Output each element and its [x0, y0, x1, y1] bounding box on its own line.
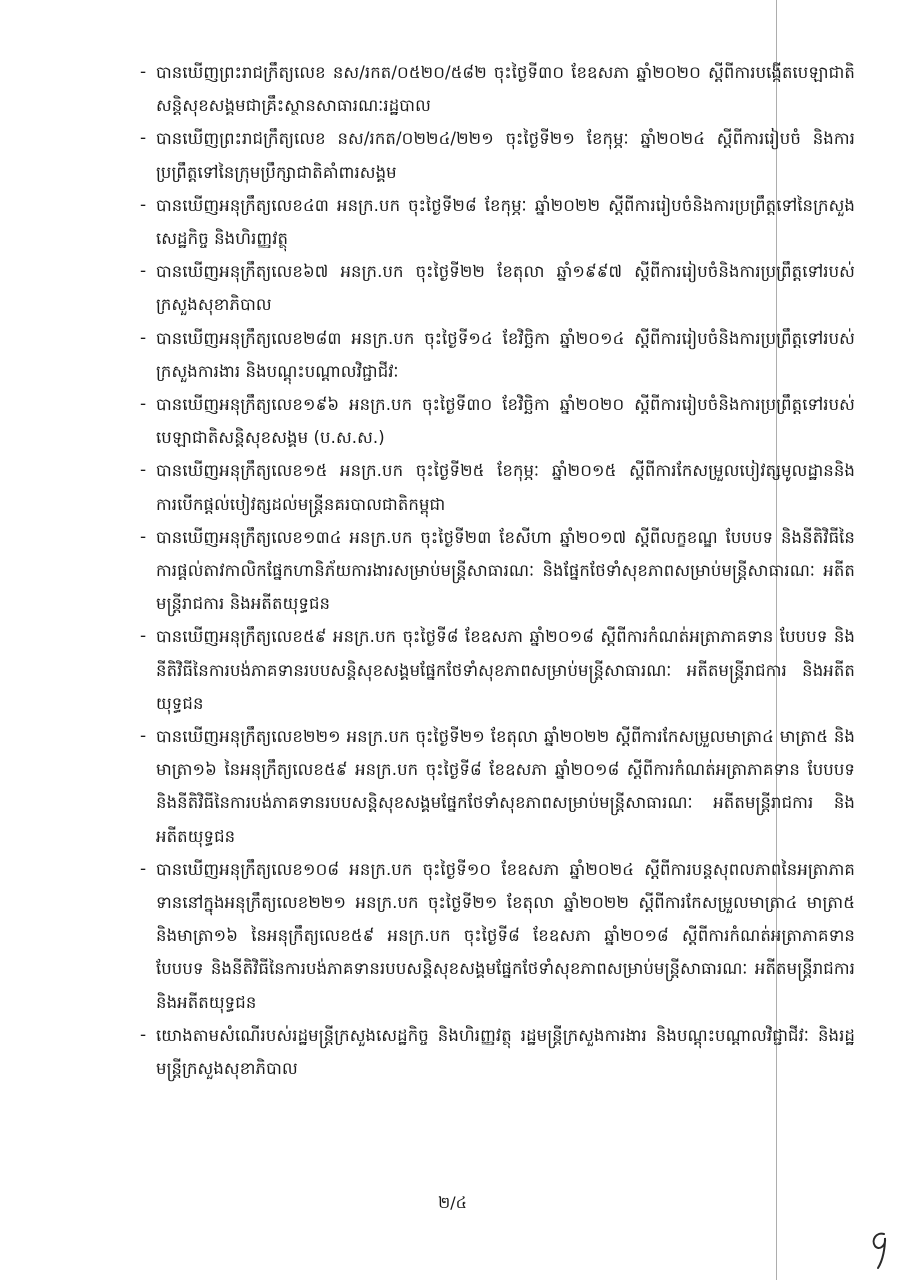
list-item-text: បានឃើញអនុក្រឹត្យលេខ១៩៦ អនក្រ.បក ចុះថ្ងៃទី៣០ ខែវិច្ឆិកា ឆ្នាំ២០២០ ស្តីពីការរៀបចំនិងការប្រព្រឹត្តទៅរបស់បេឡាជាតិសន្តិសុខសង្គម (ប.ស.ស.): [156, 395, 855, 448]
list-item-text: បានឃើញអនុក្រឹត្យលេខ២២១ អនក្រ.បក ចុះថ្ងៃទី២១ ខែតុលា ឆ្នាំ២០២២ ស្តីពីការកែសម្រួលមាត្រា៤ មាត្រា៥ និងមាត្រា១៦ នៃអនុក្រឹត្យលេខ៥៩ អនក្រ.បក ចុះថ្ងៃទី៨ ខែឧសភា ឆ្នាំ២០១៨ ស្តីពីការកំណត់អត្រាភាគទាន បែបបទ និងនីតិវិធីនៃការបង់ភាគទានរបបសន្តិសុខសង្គមផ្នែកថែទាំសុខភាពសម្រាប់មន្ត្រីសាធារណៈ អតីតមន្ត្រីរាជការ និងអតីតយុទ្ធជន: [156, 727, 855, 846]
list-dash: -: [140, 726, 147, 747]
list-item: [140, 620, 855, 720]
list-item-text: បានឃើញអនុក្រឹត្យលេខ១០៨ អនក្រ.បក ចុះថ្ងៃទី១០ ខែឧសភា ឆ្នាំ២០២៤ ស្តីពីការបន្តសុពលភាពនៃអត្រាភាគទាននៅក្នុងអនុក្រឹត្យលេខ២២១ អនក្រ.បក ចុះថ្ងៃទី២១ ខែតុលា ឆ្នាំ២០២២ ស្តីពីការកែសម្រួលមាត្រា៤ មាត្រា៥ និងមាត្រា១៦ នៃអនុក្រឹត្យលេខ៥៩ អនក្រ.បក ចុះថ្ងៃទី៨ ខែឧសភា ឆ្នាំ២០១៨ ស្តីពីការកំណត់អត្រាភាគទាន បែបបទ និងនីតិវិធីនៃការបង់ភាគទានរបបសន្តិសុខសង្គមផ្នែកថែទាំសុខភាពសម្រាប់មន្ត្រីសាធារណៈ អតីតមន្ត្រីរាជការ និងអតីតយុទ្ធជន: [156, 859, 855, 1012]
list-item: [140, 122, 855, 188]
initial-signature-icon: [868, 1228, 894, 1272]
list-dash: -: [140, 626, 147, 647]
handwritten-initial: [868, 1228, 894, 1281]
list-item-text: បានឃើញព្រះរាជក្រឹត្យលេខ នស/រកត/០២២៤/២២១ ចុះថ្ងៃទី២១ ខែកុម្ភៈ ឆ្នាំ២០២៤ ស្តីពីការរៀបចំ និងការប្រព្រឹត្តទៅនៃក្រុមប្រឹក្សាជាតិគាំពារសង្គម: [156, 129, 855, 182]
list-item: [140, 56, 855, 122]
document-body: [140, 56, 855, 1085]
list-dash: -: [140, 194, 147, 215]
list-dash: -: [140, 327, 147, 348]
list-item: [140, 1019, 855, 1085]
list-item-text: បានឃើញអនុក្រឹត្យលេខ១៥ អនក្រ.បក ចុះថ្ងៃទី២៥ ខែកុម្ភៈ ឆ្នាំ២០១៥ ស្តីពីការកែសម្រួលបៀវត្សមូលដ្ឋាននិងការបើកផ្តល់បៀវត្សដល់មន្ត្រីនគរបាលជាតិកម្ពុជា: [156, 461, 855, 514]
list-item-text: បានឃើញអនុក្រឹត្យលេខ៦៧ អនក្រ.បក ចុះថ្ងៃទី២២ ខែតុលា ឆ្នាំ១៩៩៧ ស្តីពីការរៀបចំនិងការប្រព្រឹត្តទៅរបស់ក្រសួងសុខាភិបាល: [156, 262, 855, 315]
list-item-text: យោងតាមសំណើរបស់រដ្ឋមន្ត្រីក្រសួងសេដ្ឋកិច្ច និងហិរញ្ញវត្ថុ រដ្ឋមន្ត្រីក្រសួងការងារ និងបណ្តុះបណ្តាលវិជ្ជាជីវៈ និងរដ្ឋមន្ត្រីក្រសួងសុខាភិបាល: [156, 1025, 855, 1079]
list-dash: -: [140, 261, 147, 282]
list-item: [140, 322, 855, 388]
list-item: [140, 454, 855, 520]
list-item-text: បានឃើញព្រះរាជក្រឹត្យលេខ នស/រកត/០៥២០/៥៨២ ចុះថ្ងៃទី៣០ ខែឧសភា ឆ្នាំ២០២០ ស្តីពីការបង្កើតបេឡាជាតិសន្តិសុខសង្គមជាគ្រឹះស្ថានសាធារណៈរដ្ឋបាល: [156, 63, 855, 116]
list-dash: -: [140, 858, 147, 879]
list-item-text: បានឃើញអនុក្រឹត្យលេខ១៣៤ អនក្រ.បក ចុះថ្ងៃទី២៣ ខែសីហា ឆ្នាំ២០១៧ ស្តីពីលក្ខខណ្ឌ បែបបទ និងនីតិវិធីនៃការផ្តល់តាវកាលិកផ្នែកហានិភ័យការងារសម្រាប់មន្ត្រីសាធារណៈ និងផ្នែកថែទាំសុខភាពសម្រាប់មន្ត្រីសាធារណៈ អតីតមន្ត្រីរាជការ និងអតីតយុទ្ធជន: [156, 527, 855, 614]
list-item-text: បានឃើញអនុក្រឹត្យលេខ២៨៣ អនក្រ.បក ចុះថ្ងៃទី១៤ ខែវិច្ឆិកា ឆ្នាំ២០១៤ ស្តីពីការរៀបចំនិងការប្រព្រឹត្តទៅរបស់ក្រសួងការងារ និងបណ្តុះបណ្តាលវិជ្ជាជីវៈ: [156, 328, 855, 381]
list-dash: -: [140, 460, 147, 481]
list-item: [140, 255, 855, 321]
list-dash: -: [140, 62, 147, 82]
list-item: [140, 189, 855, 255]
list-item-text: បានឃើញអនុក្រឹត្យលេខ៥៩ អនក្រ.បក ចុះថ្ងៃទី៨ ខែឧសភា ឆ្នាំ២០១៨ ស្តីពីការកំណត់អត្រាភាគទាន បែបបទ និងនីតិវិធីនៃការបង់ភាគទានរបបសន្តិសុខសង្គមផ្នែកថែទាំសុខភាពសម្រាប់មន្ត្រីសាធារណៈ អតីតមន្ត្រីរាជការ និងអតីតយុទ្ធជន: [156, 627, 855, 713]
list-dash: -: [140, 1024, 147, 1045]
page-number: ២/៤: [438, 1193, 467, 1212]
list-dash: -: [140, 394, 147, 415]
list-item-text: បានឃើញអនុក្រឹត្យលេខ៤៣ អនក្រ.បក ចុះថ្ងៃទី២៨ ខែកុម្ភៈ ឆ្នាំ២០២២ ស្តីពីការរៀបចំនិងការប្រព្រឹត្តទៅនៃក្រសួងសេដ្ឋកិច្ច និងហិរញ្ញវត្ថុ: [156, 195, 855, 249]
list-dash: -: [140, 128, 147, 149]
list-item: [140, 521, 855, 621]
list-item: [140, 388, 855, 454]
list-dash: -: [140, 526, 147, 547]
list-item: [140, 853, 855, 1019]
list-item: [140, 720, 855, 853]
